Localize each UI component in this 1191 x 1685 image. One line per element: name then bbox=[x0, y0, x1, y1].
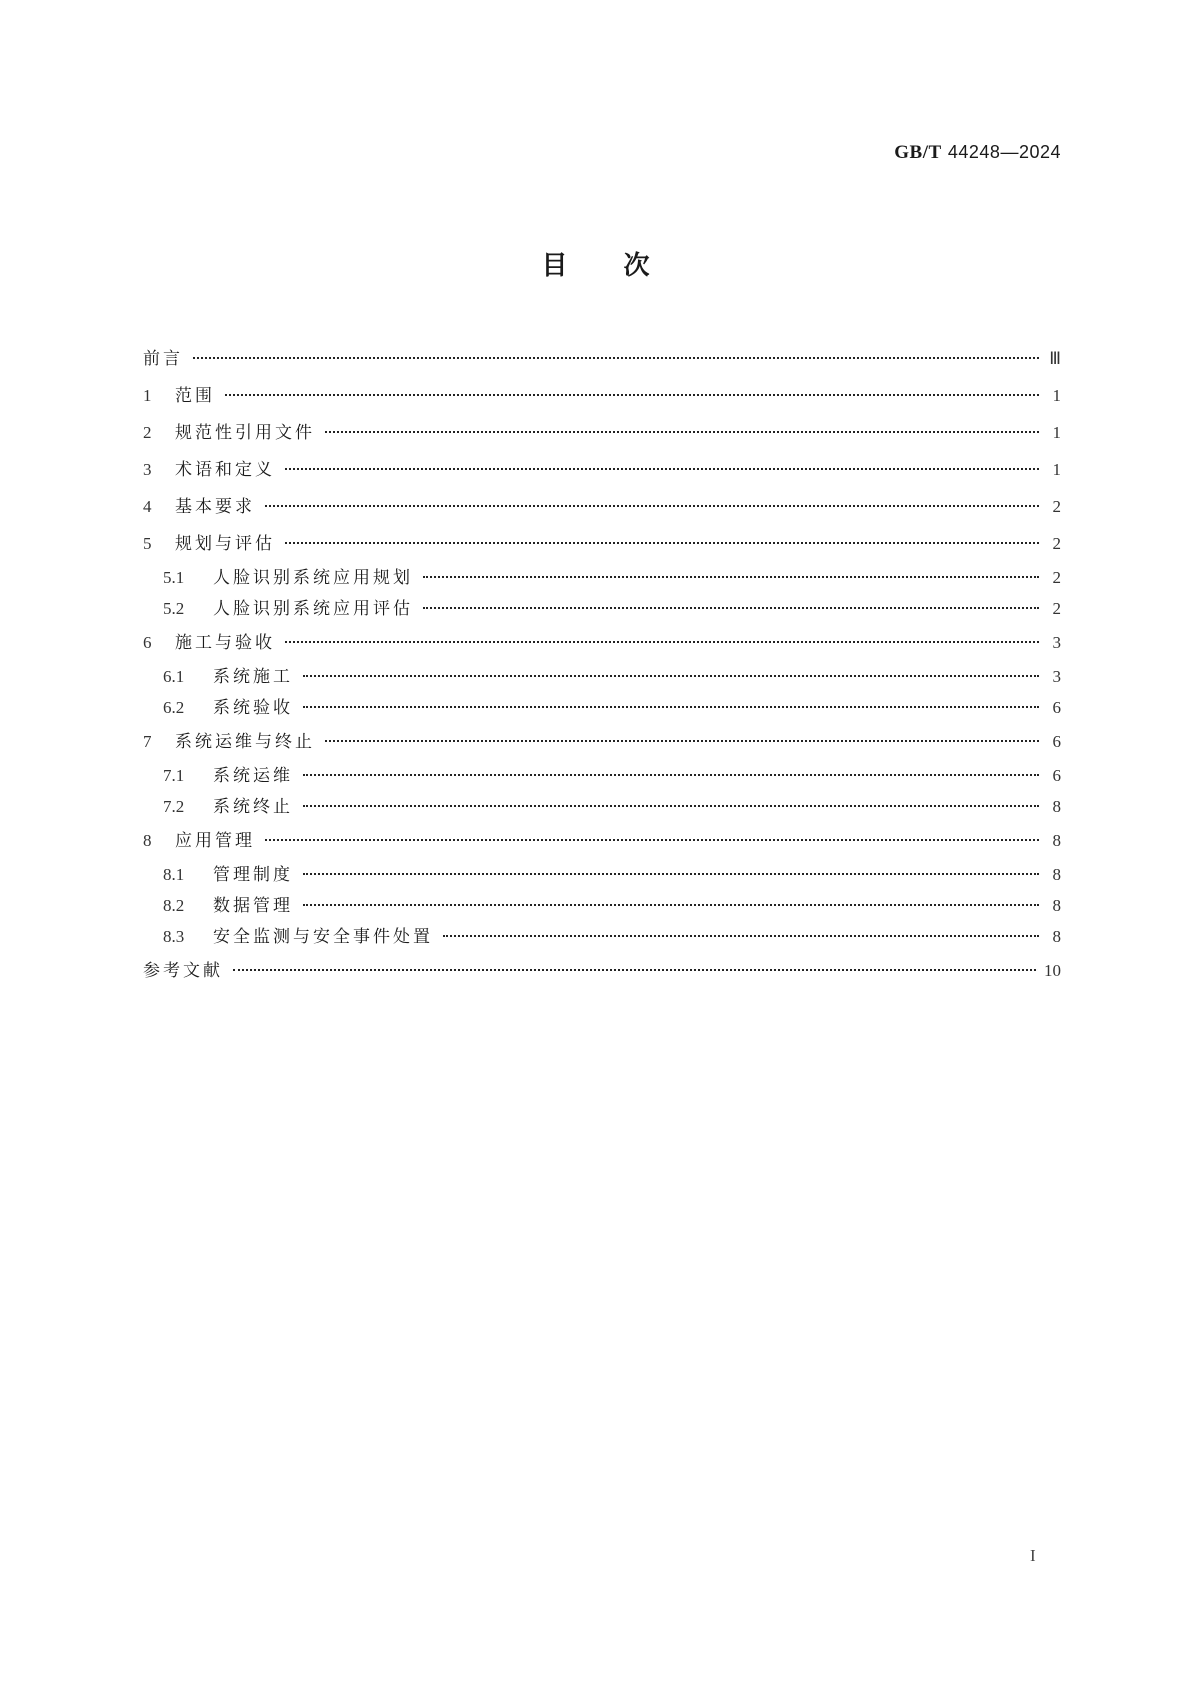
toc-num: 4 bbox=[143, 497, 152, 516]
standard-prefix: GB/T bbox=[894, 142, 942, 163]
dot-leader bbox=[265, 839, 1039, 841]
toc-label: 术语和定义 bbox=[175, 460, 275, 480]
toc-entry-4[interactable] bbox=[143, 488, 1061, 525]
toc-num: 7 bbox=[143, 732, 152, 751]
dot-leader bbox=[303, 706, 1039, 708]
toc-page: 6 bbox=[1052, 732, 1061, 751]
toc-page: 2 bbox=[1052, 568, 1061, 587]
toc-label: 规范性引用文件 bbox=[175, 423, 315, 443]
toc-entry-3[interactable] bbox=[143, 451, 1061, 488]
dot-leader bbox=[443, 935, 1039, 937]
standard-code bbox=[894, 142, 1061, 164]
toc-num: 5.1 bbox=[163, 568, 185, 587]
toc-label: 施工与验收 bbox=[175, 633, 275, 653]
toc-page: 6 bbox=[1052, 766, 1061, 785]
dot-leader bbox=[303, 873, 1039, 875]
dot-leader bbox=[285, 641, 1039, 643]
page-title bbox=[0, 245, 1191, 282]
title-char-2: 次 bbox=[623, 251, 650, 281]
toc-entry-8-2[interactable] bbox=[143, 890, 1061, 921]
toc-num: 7.2 bbox=[163, 797, 185, 816]
toc-entry-1[interactable] bbox=[143, 377, 1061, 414]
toc-entry-7-2[interactable] bbox=[143, 791, 1061, 822]
toc-entry-8[interactable] bbox=[143, 822, 1061, 859]
toc-label: 范围 bbox=[175, 386, 215, 406]
toc-label: 系统运维与终止 bbox=[175, 732, 315, 752]
dot-leader bbox=[303, 675, 1039, 677]
toc-page: 1 bbox=[1052, 386, 1061, 405]
dot-leader bbox=[225, 394, 1039, 396]
dot-leader bbox=[303, 904, 1039, 906]
dot-leader bbox=[423, 576, 1039, 578]
toc-entry-5-1[interactable] bbox=[143, 562, 1061, 593]
toc-page: 8 bbox=[1052, 896, 1061, 915]
dot-leader bbox=[285, 468, 1039, 470]
dot-leader bbox=[265, 505, 1039, 507]
toc-page: 6 bbox=[1052, 698, 1061, 717]
toc-page: 2 bbox=[1052, 497, 1061, 516]
toc-entry-6-2[interactable] bbox=[143, 692, 1061, 723]
standard-number: 44248—2024 bbox=[947, 142, 1061, 162]
toc-num: 5 bbox=[143, 534, 152, 553]
toc-num: 6.2 bbox=[163, 698, 185, 717]
dot-leader bbox=[285, 542, 1039, 544]
toc-label: 规划与评估 bbox=[175, 534, 275, 554]
toc-num: 5.2 bbox=[163, 599, 185, 618]
toc-num: 2 bbox=[143, 423, 152, 442]
toc-label: 应用管理 bbox=[175, 831, 255, 851]
toc-entry-7-1[interactable] bbox=[143, 760, 1061, 791]
toc-num: 8.1 bbox=[163, 865, 185, 884]
dot-leader bbox=[303, 805, 1039, 807]
toc-num: 6.1 bbox=[163, 667, 185, 686]
table-of-contents bbox=[143, 340, 1061, 989]
toc-label: 系统施工 bbox=[213, 667, 293, 687]
toc-entry-2[interactable] bbox=[143, 414, 1061, 451]
toc-label: 参考文献 bbox=[143, 961, 223, 981]
toc-entry-6-1[interactable] bbox=[143, 661, 1061, 692]
toc-page: 2 bbox=[1052, 534, 1061, 553]
dot-leader bbox=[325, 431, 1039, 433]
toc-entry-8-3[interactable] bbox=[143, 921, 1061, 952]
page-number: I bbox=[1030, 1546, 1036, 1565]
toc-page: 1 bbox=[1052, 423, 1061, 442]
toc-num: 8 bbox=[143, 831, 152, 850]
toc-page: 2 bbox=[1052, 599, 1061, 618]
toc-page: 1 bbox=[1052, 460, 1061, 479]
toc-page: 8 bbox=[1052, 927, 1061, 946]
title-char-1: 目 bbox=[541, 251, 568, 281]
toc-entry-5-2[interactable] bbox=[143, 593, 1061, 624]
toc-label: 数据管理 bbox=[213, 896, 293, 916]
toc-label: 系统验收 bbox=[213, 698, 293, 718]
toc-entry-7[interactable] bbox=[143, 723, 1061, 760]
toc-entry-6[interactable] bbox=[143, 624, 1061, 661]
toc-entry-8-1[interactable] bbox=[143, 859, 1061, 890]
toc-page: 3 bbox=[1052, 667, 1061, 686]
toc-page: 8 bbox=[1052, 797, 1061, 816]
toc-label: 人脸识别系统应用规划 bbox=[213, 568, 413, 588]
toc-label: 前言 bbox=[143, 349, 183, 369]
dot-leader bbox=[193, 357, 1039, 359]
toc-label: 安全监测与安全事件处置 bbox=[213, 927, 433, 947]
toc-page: Ⅲ bbox=[1049, 349, 1061, 368]
toc-num: 6 bbox=[143, 633, 152, 652]
toc-page: 10 bbox=[1044, 961, 1061, 980]
toc-num: 3 bbox=[143, 460, 152, 479]
toc-label: 管理制度 bbox=[213, 865, 293, 885]
toc-label: 基本要求 bbox=[175, 497, 255, 517]
toc-num: 8.2 bbox=[163, 896, 185, 915]
dot-leader bbox=[325, 740, 1039, 742]
dot-leader bbox=[303, 774, 1039, 776]
dot-leader bbox=[233, 969, 1036, 971]
toc-label: 系统终止 bbox=[213, 797, 293, 817]
toc-num: 8.3 bbox=[163, 927, 185, 946]
dot-leader bbox=[423, 607, 1039, 609]
toc-page: 3 bbox=[1052, 633, 1061, 652]
toc-label: 系统运维 bbox=[213, 766, 293, 786]
toc-entry-5[interactable] bbox=[143, 525, 1061, 562]
toc-page: 8 bbox=[1052, 831, 1061, 850]
toc-entry-bibliography[interactable] bbox=[143, 952, 1061, 989]
toc-num: 7.1 bbox=[163, 766, 185, 785]
toc-page: 8 bbox=[1052, 865, 1061, 884]
toc-label: 人脸识别系统应用评估 bbox=[213, 599, 413, 619]
toc-entry-foreword[interactable] bbox=[143, 340, 1061, 377]
toc-num: 1 bbox=[143, 386, 152, 405]
